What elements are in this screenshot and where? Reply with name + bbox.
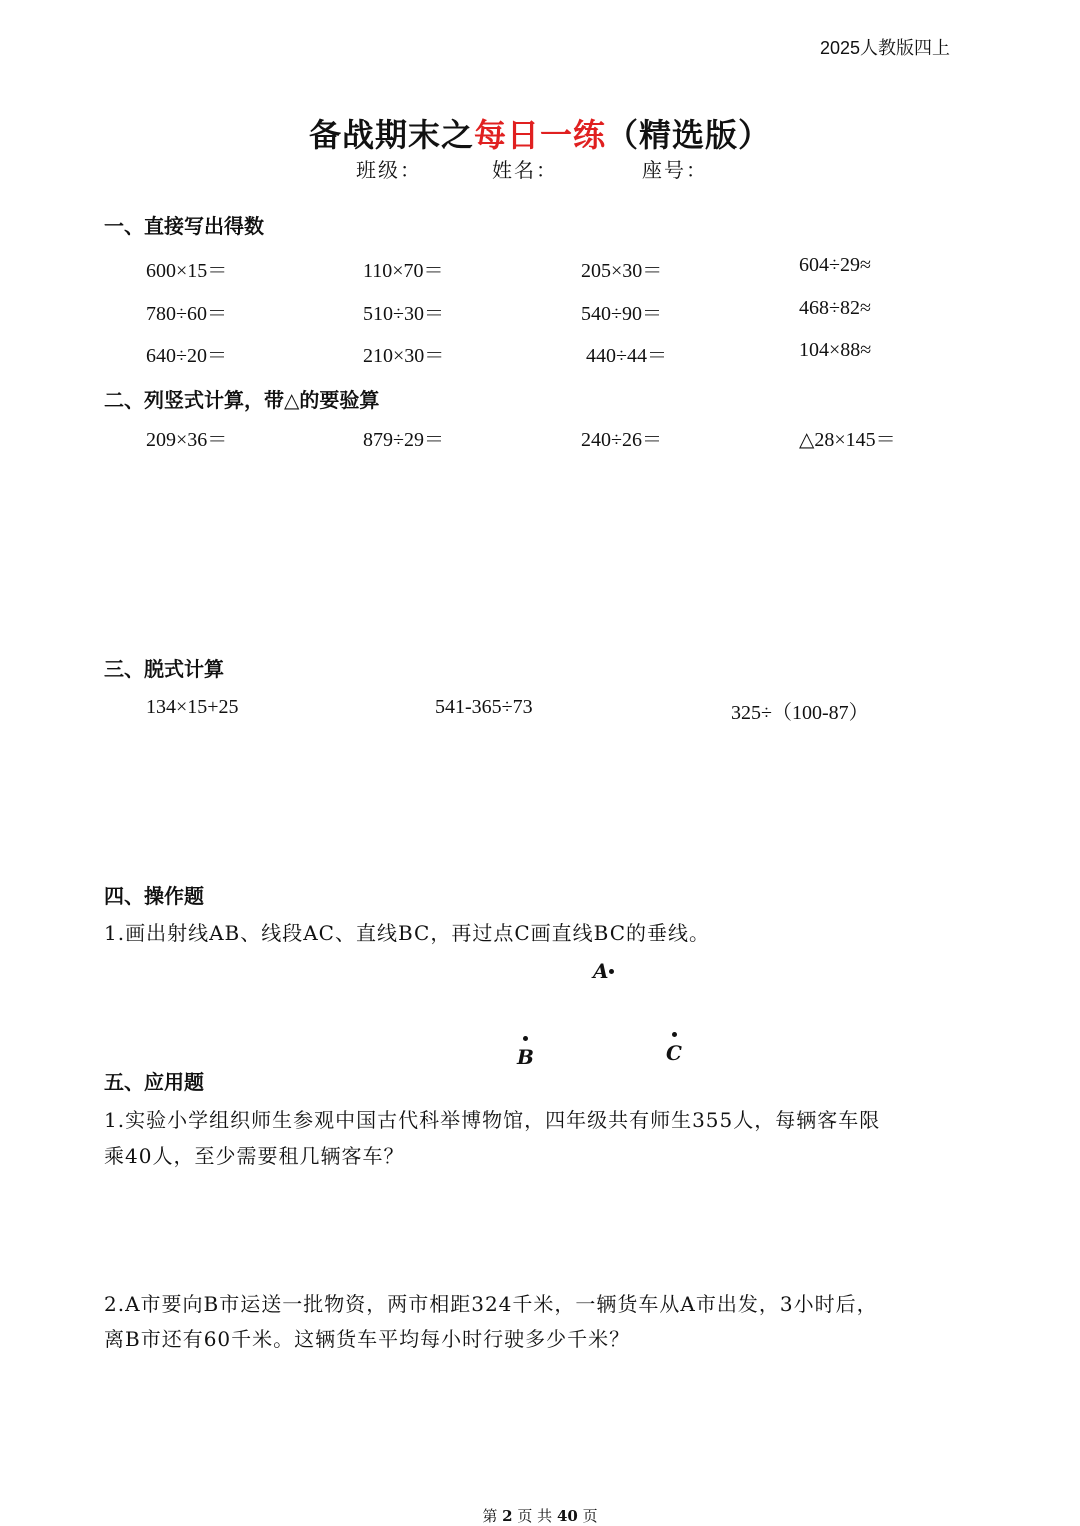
footer-prefix: 第 <box>482 1507 498 1525</box>
class-label: 班级： <box>356 158 422 182</box>
footer-mid: 页 共 <box>517 1507 553 1525</box>
title-part3: （精选版） <box>606 116 772 154</box>
word-problem-1-line1: 1.实验小学组织师生参观中国古代科举博物馆，四年级共有师生355人，每辆客车限 <box>104 1108 881 1132</box>
point-b-dot <box>523 1036 528 1041</box>
stepwise-problem: 541-365÷73 <box>435 696 533 718</box>
oral-problem: 104×88≈ <box>799 339 872 361</box>
word-problem-2-line1: 2.A市要向B市运送一批物资，两市相距324千米，一辆货车从A市出发，3小时后， <box>104 1292 878 1316</box>
vertical-calc-problem: 209×36＝ <box>146 429 228 451</box>
vertical-calc-problem: 240÷26＝ <box>581 429 662 451</box>
oral-problem: 600×15＝ <box>146 260 228 282</box>
word-problem-1-line2: 乘40人，至少需要租几辆客车？ <box>104 1144 405 1168</box>
point-c-dot <box>672 1032 677 1037</box>
page-title <box>0 110 1080 156</box>
header-tag: 2025人教版四上 <box>819 38 950 58</box>
point-a-dot <box>609 969 614 974</box>
vertical-calc-problem: 879÷29＝ <box>363 429 444 451</box>
section3-title: 三、脱式计算 <box>104 657 224 681</box>
page-number: 2 <box>502 1507 513 1525</box>
point-c-label: C <box>666 1041 682 1065</box>
oral-problem: 604÷29≈ <box>799 254 871 276</box>
page-footer <box>0 1505 1080 1526</box>
section2-title: 二、列竖式计算，带△的要验算 <box>104 388 380 412</box>
word-problem-2-line2: 离B市还有60千米。这辆货车平均每小时行驶多少千米？ <box>104 1327 631 1351</box>
oral-problem: 510÷30＝ <box>363 303 444 325</box>
oral-problem: 205×30＝ <box>581 260 663 282</box>
seat-label: 座号： <box>642 158 708 182</box>
title-part1: 备战期末之 <box>308 116 474 154</box>
name-label: 姓名： <box>492 158 558 182</box>
point-a-label: A <box>593 959 609 983</box>
oral-problem: 210×30＝ <box>363 345 445 367</box>
operation-question: 1.画出射线AB、线段AC、直线BC，再过点C画直线BC的垂线。 <box>104 921 711 945</box>
stepwise-problem: 325÷（100-87） <box>731 702 869 724</box>
oral-problem: 468÷82≈ <box>799 297 871 319</box>
oral-problem: 110×70＝ <box>363 260 444 282</box>
vertical-calc-problem: △28×145＝ <box>799 429 896 451</box>
oral-problem: 540÷90＝ <box>581 303 662 325</box>
oral-problem: 440÷44＝ <box>586 345 667 367</box>
point-b-label: B <box>517 1045 534 1069</box>
title-highlight: 每日一练 <box>473 116 606 154</box>
stepwise-problem: 134×15+25 <box>146 696 239 718</box>
section4-title: 四、操作题 <box>104 884 204 908</box>
oral-problem: 780÷60＝ <box>146 303 227 325</box>
section5-title: 五、应用题 <box>104 1070 204 1094</box>
oral-problem: 640÷20＝ <box>146 345 227 367</box>
footer-suffix: 页 <box>582 1507 598 1525</box>
section1-title: 一、直接写出得数 <box>104 214 264 238</box>
total-pages: 40 <box>556 1507 578 1525</box>
